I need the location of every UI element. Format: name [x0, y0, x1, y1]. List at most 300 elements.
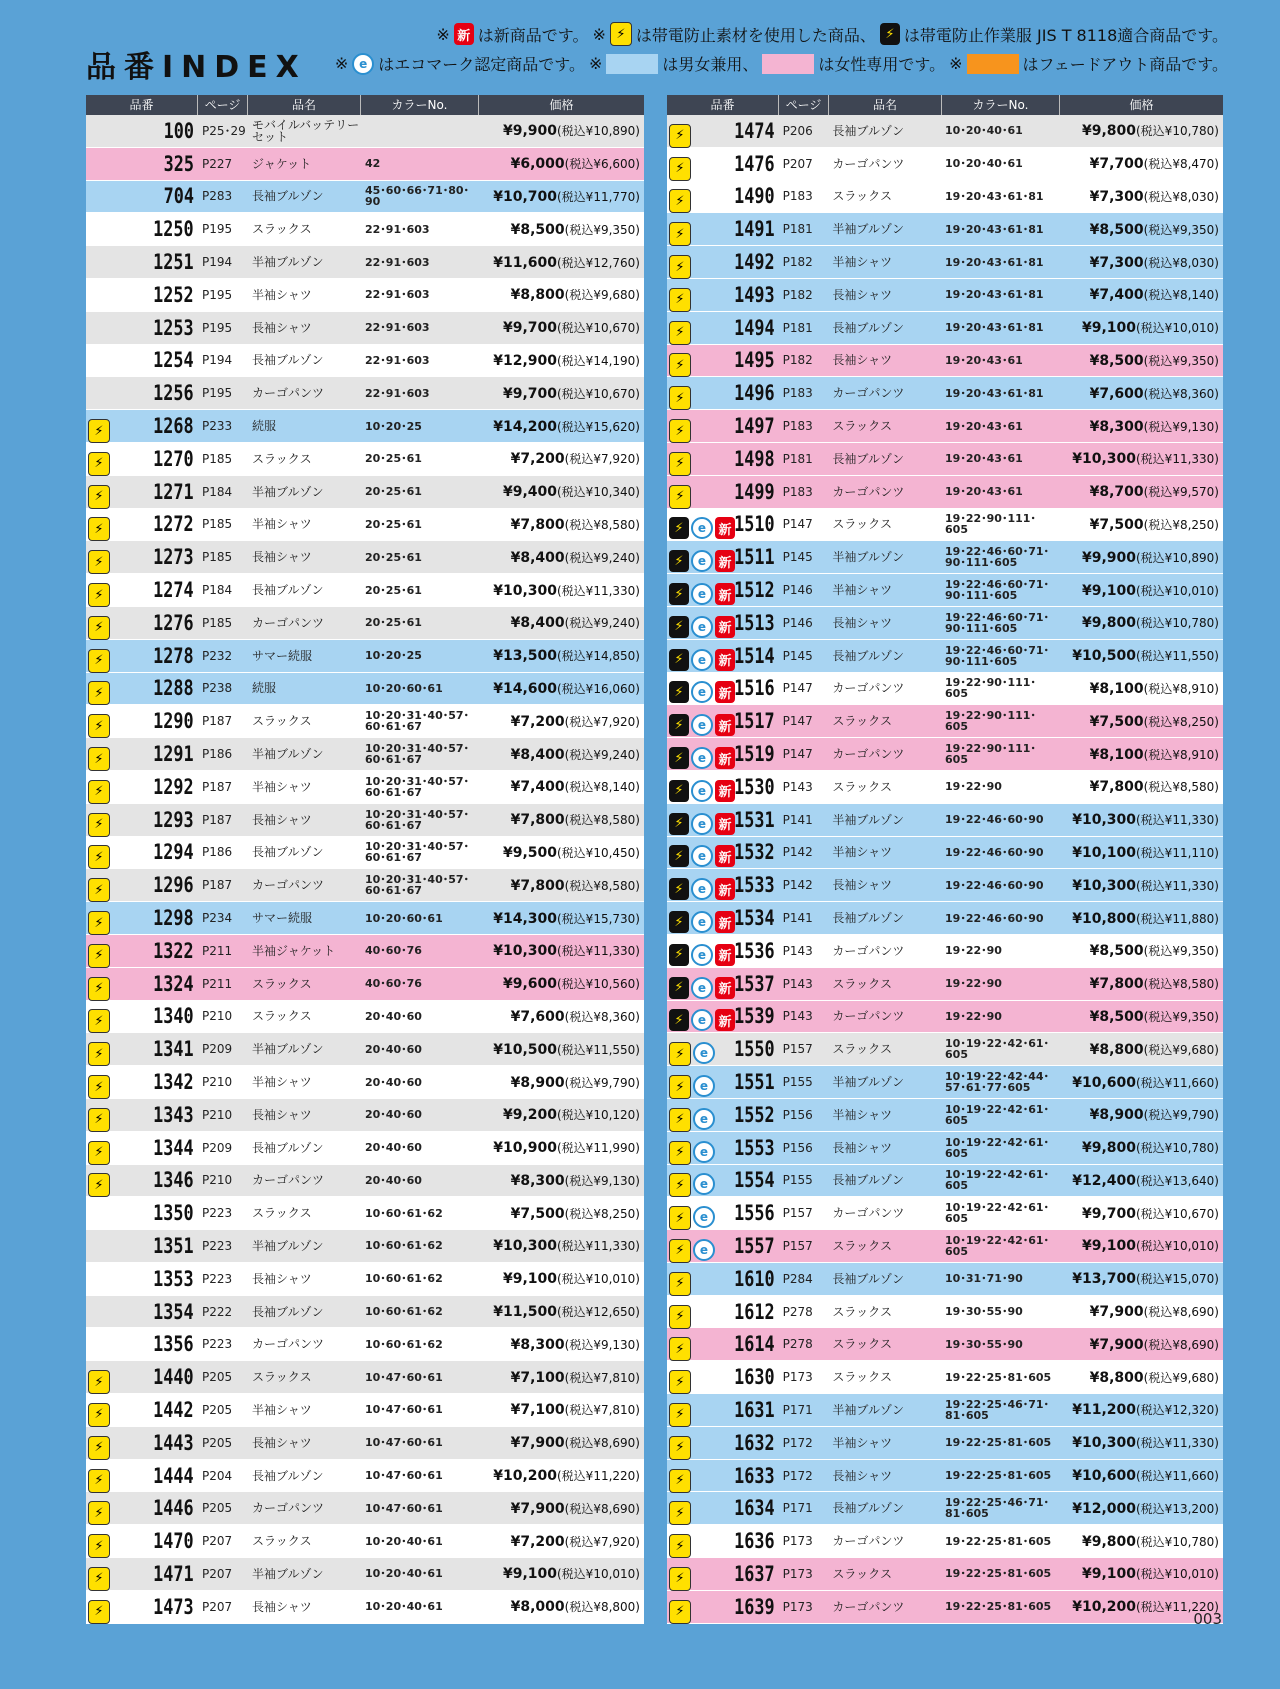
cell-color-no: 20･25･61	[365, 616, 422, 630]
cell-price	[479, 877, 644, 894]
cell-product-no	[86, 1464, 198, 1488]
cell-page: P156	[782, 1140, 813, 1155]
price-tax-included: (税込¥8,580)	[564, 517, 640, 532]
cell-product-name: 長袖ブルゾン	[832, 451, 904, 466]
cell-price	[1059, 221, 1223, 238]
price-tax-included: (税込¥9,350)	[1143, 1009, 1219, 1024]
cell-page: P185	[202, 550, 233, 565]
cell-color-no: 19･22･90	[945, 1009, 1002, 1023]
legend-jis-text: は帯電防止作業服 JIS T 8118適合商品です。	[903, 25, 1228, 45]
row-icons	[669, 485, 691, 509]
row-icons	[669, 1370, 691, 1394]
cell-product-no	[86, 545, 198, 569]
cell-page: P185	[202, 517, 233, 532]
price: ¥8,300	[510, 1172, 565, 1189]
cell-product-name: スラックス	[252, 976, 312, 991]
page-number: 003	[1193, 1610, 1222, 1628]
cell-product-name: 半袖シャツ	[252, 1402, 312, 1417]
cell-color-no: 19･20･43･61･81	[945, 255, 1044, 269]
cell-color-no: 19･22･46･60･90	[945, 878, 1044, 892]
cell-price	[479, 1565, 644, 1582]
ecomark-icon: e	[691, 747, 713, 769]
row-icons	[669, 1436, 691, 1460]
row-icons	[88, 517, 110, 541]
cell-page: P143	[782, 1009, 813, 1024]
row-icons	[669, 1173, 715, 1197]
ecomark-icon: e	[693, 1173, 715, 1195]
cell-product-no	[667, 1398, 779, 1422]
cell-price	[479, 1139, 644, 1156]
row-icons	[88, 583, 110, 607]
row-icons	[669, 1501, 691, 1525]
price: ¥10,200	[493, 1468, 557, 1485]
product-number: 1291	[153, 742, 194, 767]
cell-page: P145	[782, 648, 813, 663]
cell-product-name: 長袖シャツ	[252, 1107, 312, 1122]
cell-color-no: 19･22･46･60･71･90･111･605	[945, 578, 1050, 603]
cell-product-name: スラックス	[832, 517, 893, 532]
cell-page: P278	[782, 1337, 813, 1352]
price: ¥7,500	[1089, 516, 1144, 533]
product-number: 1510	[734, 512, 775, 537]
cell-price	[1059, 385, 1223, 402]
price-tax-included: (税込¥11,550)	[1136, 649, 1219, 664]
product-number: 1278	[153, 643, 194, 668]
cell-color-no: 19･22･25･81･605	[945, 1600, 1052, 1614]
antistatic-icon: ⚡	[88, 845, 110, 869]
product-number: 1610	[734, 1266, 775, 1291]
cell-price	[479, 844, 644, 861]
cell-color-no: 10･47･60･61	[365, 1403, 443, 1417]
table-row	[667, 869, 1223, 902]
cell-product-no	[667, 184, 779, 208]
cell-page: P145	[782, 550, 813, 565]
cell-color-no: 19･22･25･81･605	[945, 1436, 1052, 1450]
price: ¥9,700	[502, 385, 557, 402]
product-number: 1511	[734, 545, 775, 570]
cell-page: P183	[782, 419, 813, 434]
row-icons	[669, 1108, 715, 1132]
cell-color-no: 20･40･60	[365, 1173, 422, 1187]
row-icons	[669, 1042, 715, 1066]
price: ¥14,600	[493, 680, 557, 697]
price-tax-included: (税込¥9,240)	[564, 616, 640, 631]
cell-product-no	[667, 1332, 779, 1356]
cell-page: P146	[782, 615, 813, 630]
cell-product-name: スラックス	[252, 451, 312, 466]
antistatic-icon: ⚡	[88, 1469, 110, 1493]
product-number: 1633	[734, 1463, 775, 1488]
cell-page: P141	[782, 911, 813, 926]
cell-product-name: 続服	[252, 681, 277, 696]
ecomark-icon: e	[691, 944, 713, 966]
antistatic-icon: ⚡	[669, 157, 691, 181]
cell-color-no: 20･40･60	[365, 1108, 422, 1122]
jis-antistatic-icon: ⚡	[669, 583, 689, 605]
price-tax-included: (税込¥8,030)	[1143, 255, 1219, 270]
cell-page: P207	[202, 1534, 233, 1549]
new-icon: 新	[715, 517, 735, 539]
cell-color-no: 19･22･25･46･71･81･605	[945, 1397, 1050, 1422]
table-row	[667, 410, 1223, 443]
price: ¥9,100	[1081, 1238, 1136, 1255]
cell-product-no	[86, 1234, 198, 1258]
table-row	[667, 541, 1223, 574]
new-icon: 新	[715, 616, 735, 638]
index-table-right	[667, 95, 1223, 1624]
cell-page: P238	[202, 681, 233, 696]
cell-price	[479, 418, 644, 435]
cell-page: P233	[202, 419, 233, 434]
cell-price	[1059, 1172, 1223, 1189]
table-row	[667, 771, 1223, 804]
price-tax-included: (税込¥11,990)	[557, 1141, 640, 1156]
table-row	[667, 1066, 1223, 1099]
cell-color-no: 10･20･31･40･57･60･61･67	[365, 774, 470, 799]
cell-price	[1059, 1336, 1223, 1353]
product-number: 1517	[734, 709, 775, 734]
cell-color-no: 19･22･90･111･605	[945, 512, 1036, 537]
cell-product-name: カーゴパンツ	[252, 1501, 325, 1516]
cell-color-no: 19･20･43･61	[945, 452, 1023, 466]
cell-color-no: 20･25･61	[365, 583, 422, 597]
table-row	[86, 213, 644, 246]
cell-page: P187	[202, 779, 233, 794]
cell-product-name: 長袖シャツ	[832, 1468, 893, 1483]
cell-product-no	[86, 1398, 198, 1422]
cell-price	[479, 549, 644, 566]
cell-page: P210	[202, 1075, 233, 1089]
row-icons	[88, 419, 110, 443]
price: ¥8,300	[510, 1336, 565, 1353]
row-icons	[669, 1534, 691, 1558]
product-number: 1273	[153, 545, 194, 570]
antistatic-icon: ⚡	[88, 911, 110, 935]
product-number: 1631	[734, 1397, 775, 1422]
table-row	[667, 115, 1223, 148]
cell-price	[479, 1074, 644, 1091]
row-icons	[669, 353, 691, 377]
price-tax-included: (税込¥10,010)	[1136, 583, 1219, 598]
product-number: 1637	[734, 1561, 775, 1586]
cell-product-no	[86, 1136, 198, 1160]
row-icons	[669, 780, 735, 802]
product-number: 1552	[734, 1102, 775, 1127]
price: ¥8,500	[1089, 221, 1144, 238]
cell-page: P155	[782, 1075, 813, 1089]
product-number: 1470	[153, 1529, 194, 1554]
cell-color-no: 10･60･61･62	[365, 1206, 443, 1220]
cell-page: P172	[782, 1468, 813, 1483]
cell-product-no	[86, 906, 198, 930]
antistatic-icon: ⚡	[88, 714, 110, 738]
table-row	[86, 673, 644, 706]
table-row	[667, 1591, 1223, 1624]
cell-product-name: 長袖ブルゾン	[252, 1304, 324, 1319]
cell-price	[479, 975, 644, 992]
legend-mark: ※	[949, 54, 963, 73]
cell-color-no: 19･20･43･61･81	[945, 321, 1044, 335]
price: ¥10,300	[493, 1238, 557, 1255]
table-row	[667, 574, 1223, 607]
price-tax-included: (税込¥15,070)	[1136, 1272, 1219, 1287]
cell-price	[479, 450, 644, 467]
cell-color-no: 22･91･603	[365, 353, 430, 367]
cell-product-no	[667, 1103, 779, 1127]
product-number: 1343	[153, 1102, 194, 1127]
price: ¥11,500	[493, 1304, 557, 1321]
table-row	[667, 640, 1223, 673]
jis-antistatic-icon: ⚡	[669, 780, 689, 802]
cell-product-name: 長袖ブルゾン	[832, 911, 904, 926]
cell-color-no: 45･60･66･71･80･90	[365, 184, 470, 209]
cell-color-no: 19･22･25･81･605	[945, 1534, 1052, 1548]
ecomark-icon: e	[693, 1042, 715, 1064]
ecomark-icon: e	[691, 780, 713, 802]
cell-product-no	[667, 709, 779, 733]
price: ¥10,700	[493, 188, 557, 205]
antistatic-icon: ⚡	[88, 583, 110, 607]
cell-page: P194	[202, 353, 233, 368]
cell-page: P173	[782, 1370, 813, 1385]
price-tax-included: (税込¥9,790)	[564, 1075, 640, 1090]
cell-page: P147	[782, 681, 813, 696]
cell-product-no	[86, 939, 198, 963]
cell-color-no: 22･91･603	[365, 386, 430, 400]
table-row	[86, 1296, 644, 1329]
table-header	[667, 95, 1223, 115]
table-row	[667, 1460, 1223, 1493]
price-tax-included: (税込¥11,330)	[1136, 878, 1219, 893]
cell-color-no: 20･40･60	[365, 1075, 422, 1089]
price-tax-included: (税込¥16,060)	[557, 681, 640, 696]
ecomark-icon: e	[352, 53, 374, 75]
cell-page: P155	[782, 1173, 813, 1188]
cell-page: P209	[202, 1140, 233, 1155]
cell-product-no	[667, 545, 779, 569]
table-row	[667, 377, 1223, 410]
product-number: 1276	[153, 610, 194, 635]
cell-product-no	[667, 119, 779, 143]
product-number: 1539	[734, 1004, 775, 1029]
cell-product-name: ジャケット	[252, 156, 312, 171]
table-row	[86, 279, 644, 312]
new-icon: 新	[715, 714, 735, 736]
cell-color-no: 19･30･55･90	[945, 1305, 1023, 1319]
cell-price	[1059, 1008, 1223, 1025]
cell-price	[479, 778, 644, 795]
antistatic-icon: ⚡	[669, 124, 691, 148]
table-row	[86, 1460, 644, 1493]
cell-color-no: 10･20･40･61	[945, 124, 1023, 138]
antistatic-icon: ⚡	[88, 681, 110, 705]
price: ¥9,400	[502, 484, 557, 501]
cell-color-no: 10･47･60･61	[365, 1436, 443, 1450]
jis-antistatic-icon: ⚡	[669, 911, 689, 933]
cell-page: P25･29	[202, 124, 246, 139]
row-icons	[669, 1009, 735, 1031]
legend-mark: ※	[588, 54, 603, 73]
row-icons	[88, 845, 110, 869]
product-number: 1476	[734, 151, 775, 176]
header-color: カラーNo.	[942, 95, 1060, 115]
price-tax-included: (税込¥10,780)	[1136, 124, 1219, 139]
cell-product-name: 長袖シャツ	[832, 287, 893, 302]
cell-product-no	[667, 348, 779, 372]
product-number: 1294	[153, 840, 194, 865]
cell-product-no	[667, 1464, 779, 1488]
antistatic-icon: ⚡	[669, 485, 691, 509]
table-row	[667, 738, 1223, 771]
antistatic-icon: ⚡	[669, 1337, 691, 1361]
price: ¥7,100	[510, 1402, 565, 1419]
cell-page: P157	[782, 1042, 813, 1057]
cell-color-no: 10･20･40･61	[365, 1534, 443, 1548]
price-tax-included: (税込¥7,810)	[564, 1403, 640, 1418]
price-tax-included: (税込¥9,680)	[1143, 1042, 1219, 1057]
cell-color-no: 10･47･60･61	[365, 1501, 443, 1515]
price: ¥9,700	[502, 320, 557, 337]
cell-price	[1059, 582, 1223, 599]
row-icons	[88, 911, 110, 935]
product-number: 1490	[734, 184, 775, 209]
cell-price	[1059, 483, 1223, 500]
table-row	[667, 1132, 1223, 1165]
cell-page: P171	[782, 1501, 813, 1516]
cell-color-no: 19･20･43･61	[945, 485, 1023, 499]
price: ¥10,900	[493, 1140, 557, 1157]
product-number: 1553	[734, 1135, 775, 1160]
cell-price	[1059, 1106, 1223, 1123]
antistatic-icon: ⚡	[669, 452, 691, 476]
price-tax-included: (税込¥9,570)	[1143, 485, 1219, 500]
table-row	[86, 1132, 644, 1165]
row-icons	[669, 649, 735, 671]
product-number: 1446	[153, 1496, 194, 1521]
antistatic-icon: ⚡	[669, 1075, 691, 1099]
antistatic-icon: ⚡	[88, 649, 110, 673]
price: ¥7,200	[510, 451, 565, 468]
cell-price	[1059, 122, 1223, 139]
new-icon: 新	[715, 845, 735, 867]
row-icons	[88, 485, 110, 509]
cell-product-name: 半袖ブルゾン	[252, 1238, 324, 1253]
legend-fadeout-text: はフェードアウト商品です。	[1022, 55, 1228, 74]
cell-product-no	[667, 1004, 779, 1028]
legend-mark: ※	[436, 24, 450, 44]
cell-product-name: 長袖シャツ	[252, 1435, 312, 1450]
price: ¥7,300	[1089, 188, 1144, 205]
price-tax-included: (税込¥9,680)	[564, 288, 640, 303]
antistatic-icon: ⚡	[88, 780, 110, 804]
price: ¥10,500	[1072, 648, 1136, 665]
cell-product-no	[86, 742, 198, 766]
price-tax-included: (税込¥8,470)	[1143, 157, 1219, 172]
table-row	[667, 1558, 1223, 1591]
cell-page: P187	[202, 812, 233, 827]
price-tax-included: (税込¥8,030)	[1143, 189, 1219, 204]
cell-product-no	[86, 348, 198, 372]
price-tax-included: (税込¥8,690)	[564, 1436, 640, 1451]
cell-page: P173	[782, 1534, 813, 1549]
cell-product-name: カーゴパンツ	[252, 878, 325, 893]
table-row	[86, 345, 644, 378]
price-tax-included: (税込¥8,140)	[564, 780, 640, 795]
cell-price	[1059, 910, 1223, 927]
cell-price	[1059, 1303, 1223, 1320]
cell-product-name: 続服	[252, 419, 277, 434]
cell-page: P207	[202, 1566, 233, 1581]
antistatic-icon: ⚡	[669, 1501, 691, 1525]
table-row	[667, 476, 1223, 509]
cell-product-no	[86, 644, 198, 668]
product-number: 704	[163, 184, 194, 209]
product-number: 1293	[153, 807, 194, 832]
price: ¥10,500	[493, 1041, 557, 1058]
cell-color-no: 10･19･22･42･61･605	[945, 1135, 1050, 1160]
antistatic-icon: ⚡	[669, 189, 691, 213]
price-tax-included: (税込¥9,350)	[1143, 353, 1219, 368]
row-icons	[669, 977, 735, 999]
cell-product-name: カーゴパンツ	[832, 156, 905, 171]
cell-product-no	[86, 840, 198, 864]
table-row	[667, 345, 1223, 378]
cell-price	[1059, 1041, 1223, 1058]
cell-product-name: スラックス	[252, 714, 312, 729]
cell-product-name: カーゴパンツ	[252, 1337, 325, 1352]
table-row	[86, 148, 644, 181]
table-row	[86, 1165, 644, 1198]
price-tax-included: (税込¥13,640)	[1136, 1173, 1219, 1188]
price: ¥10,300	[1072, 451, 1136, 468]
cell-color-no: 19･22･90･111･605	[945, 709, 1036, 734]
cell-product-name: サマー続服	[252, 911, 313, 926]
table-row	[667, 1099, 1223, 1132]
cell-price	[479, 647, 644, 664]
cell-product-no	[667, 611, 779, 635]
row-icons	[88, 1075, 110, 1099]
price-tax-included: (税込¥8,910)	[1143, 681, 1219, 696]
cell-product-no	[667, 250, 779, 274]
cell-page: P181	[782, 320, 813, 335]
price-tax-included: (税込¥10,780)	[1136, 616, 1219, 631]
price-tax-included: (税込¥10,780)	[1136, 1141, 1219, 1156]
unisex-swatch	[606, 54, 658, 74]
cell-page: P186	[202, 747, 233, 762]
cell-color-no: 10･20･40･61	[365, 1567, 443, 1581]
cell-product-no	[86, 184, 198, 208]
cell-color-no: 20･40･60	[365, 1042, 422, 1056]
price: ¥8,000	[510, 1599, 565, 1616]
cell-page: P183	[782, 484, 813, 499]
cell-price	[479, 516, 644, 533]
price-tax-included: (税込¥11,660)	[1136, 1075, 1219, 1090]
cell-price	[479, 1598, 644, 1615]
table-row	[667, 935, 1223, 968]
price-tax-included: (税込¥8,580)	[1143, 780, 1219, 795]
cell-product-no	[86, 1267, 198, 1291]
cell-color-no: 19･22･90	[945, 977, 1002, 991]
price: ¥8,500	[1089, 943, 1144, 960]
cell-page: P211	[202, 976, 233, 991]
row-icons	[88, 681, 110, 705]
row-icons	[669, 222, 691, 246]
cell-price	[479, 1336, 644, 1353]
cell-product-name: 半袖シャツ	[252, 287, 312, 302]
ecomark-icon: e	[691, 878, 713, 900]
antistatic-icon: ⚡	[88, 747, 110, 771]
table-row	[86, 181, 644, 214]
